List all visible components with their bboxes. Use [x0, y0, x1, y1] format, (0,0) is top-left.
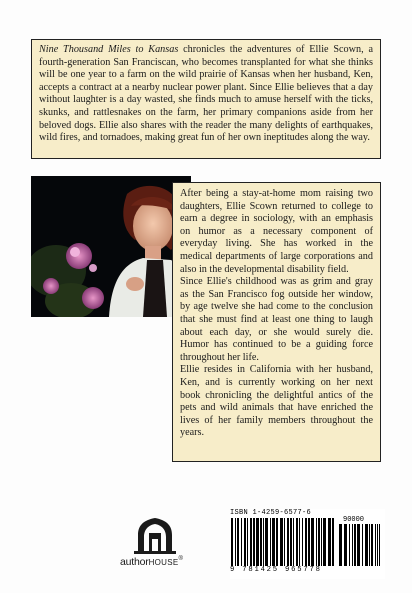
bio-paragraph-3: Ellie resides in California with her husband, Ken, and is currently working on her next book chronicling the delightful antics of the pets and wild animals that have enriched the lives of her family members throughout the years.	[180, 364, 373, 439]
barcode-bar	[299, 518, 300, 566]
barcode-bar	[253, 518, 255, 566]
barcode-bar	[256, 518, 259, 566]
barcode-bar	[302, 518, 303, 566]
barcode-bar	[349, 524, 350, 566]
barcode-bar	[328, 518, 331, 566]
barcode-bar	[287, 518, 289, 566]
publisher-name-part-1: author	[120, 556, 149, 568]
barcode-bar	[379, 524, 380, 566]
barcode-bar	[318, 518, 320, 566]
barcode-bar	[352, 524, 353, 566]
barcode-bar	[290, 518, 292, 566]
barcode-bar	[260, 518, 262, 566]
book-title: Nine Thousand Miles to Kansas	[39, 44, 179, 55]
barcode-bar	[241, 518, 242, 566]
barcode-bar	[375, 524, 376, 566]
barcode-addon-code: 90000	[343, 516, 365, 524]
barcode-bar	[244, 518, 246, 566]
registered-mark: ®	[178, 556, 183, 562]
publisher-name	[120, 556, 183, 568]
barcode-bar	[231, 518, 233, 566]
bio-paragraph-2: Since Ellie's childhood was as grim and gray as the San Francisco fog outside her window, by age twelve she had come to the conclusion that she must find at least one thing to laugh about each day, or she would surely die. Humor has continued to be a guiding force throughout her life.	[180, 276, 373, 363]
barcode-bar	[323, 518, 326, 566]
publisher-name-part-2: HOUSE	[148, 558, 179, 567]
barcode-bar	[293, 518, 294, 566]
barcode-main-bars	[231, 518, 335, 566]
barcode-bar	[365, 524, 368, 566]
book-blurb-box	[31, 39, 381, 159]
barcode-bar	[250, 518, 252, 566]
barcode-bar	[369, 524, 370, 566]
barcode-bar	[247, 518, 248, 566]
barcode-bar	[321, 518, 322, 566]
author-photo-image	[31, 176, 191, 317]
blurb-text: chronicles the adventures of Ellie Scown, a fourth-generation San Franciscan, who becomes transplanted for what she thinks will be one year to a farm on the wild prairie of Kansas when her husband, Ken, accepts a contract at a nearby nuclear power plant. Since Ellie believes that a day without laughter is a day wasted, she finds much to amuse herself with the ticks, skunks, and rattlesnakes on the farm, her primary companions aside from her beloved dogs. Ellie also shares with the reader the many delights of earthquakes, wild fires, and tornadoes, making great fun of her own ineptitudes along the way.	[39, 44, 373, 144]
barcode-bar	[305, 518, 307, 566]
author-bio-box	[172, 182, 381, 462]
isbn-label: ISBN 1-4259-6577-6	[230, 509, 312, 517]
barcode-bar	[377, 524, 378, 566]
book-blurb	[39, 44, 373, 145]
barcode-bar	[344, 524, 347, 566]
barcode-bar	[237, 518, 239, 566]
barcode-bar	[296, 518, 298, 566]
barcode-bar	[311, 518, 314, 566]
barcode-bar	[354, 524, 356, 566]
barcode-bar	[316, 518, 317, 566]
barcode-bar	[339, 524, 342, 566]
barcode-bar	[265, 518, 268, 566]
barcode-bar	[272, 518, 275, 566]
barcode-bar	[371, 524, 373, 566]
barcode-addon-bars	[339, 524, 383, 566]
barcode-bar	[362, 524, 363, 566]
barcode-bar	[235, 518, 236, 566]
barcode-bar	[280, 518, 283, 566]
barcode-bar	[270, 518, 271, 566]
barcode-bar	[284, 518, 285, 566]
barcode-bar	[263, 518, 264, 566]
barcode-bar	[357, 524, 360, 566]
ean-code: 9 781425 965778	[230, 566, 322, 574]
barcode-bar	[276, 518, 278, 566]
bio-paragraph-1: After being a stay-at-home mom raising two daughters, Ellie Scown returned to college to earn a degree in sociology, with an emphasis on humor as a necessary component of everyday living. She has worked in the medical departments of large corporations and also in the developmental disability field.	[180, 188, 373, 275]
barcode-bar	[332, 518, 334, 566]
barcode-bar	[308, 518, 310, 566]
author-photo	[31, 176, 191, 317]
